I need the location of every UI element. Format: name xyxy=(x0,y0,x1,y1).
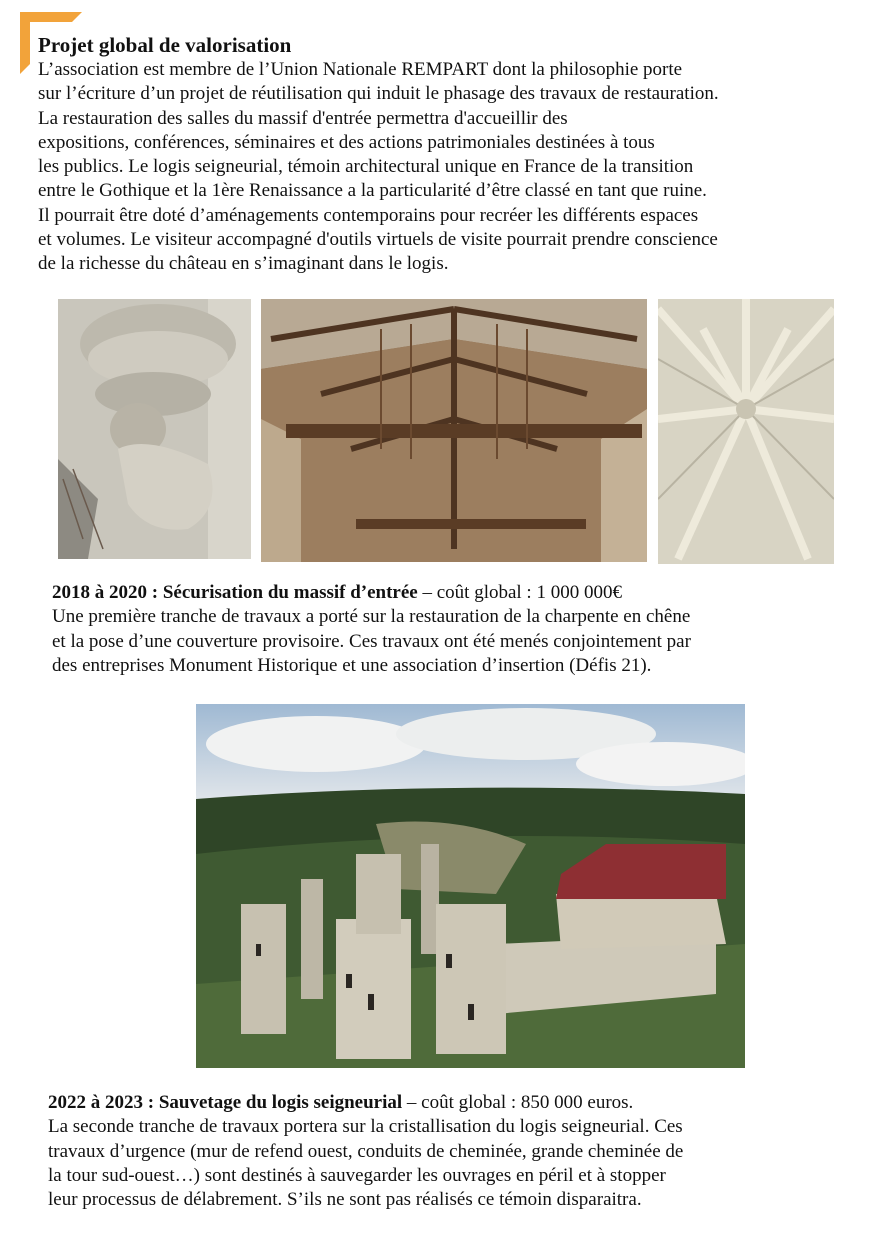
phase-one-heading: 2018 à 2020 : Sécurisation du massif d’entrée xyxy=(52,582,418,603)
phase-two-line: La seconde tranche de travaux portera sur la cristallisation du logis seigneurial. Ces xyxy=(48,1116,683,1138)
phase-two-cost: – coût global : 850 000 euros. xyxy=(402,1092,634,1113)
intro-line: et volumes. Le visiteur accompagné d'outils virtuels de visite pourrait prendre conscience xyxy=(38,229,718,251)
phase-one-line: et la pose d’une couverture provisoire. Ces travaux ont été menés conjointement par xyxy=(52,630,691,652)
phase-two-heading: 2022 à 2023 : Sauvetage du logis seigneurial xyxy=(48,1092,403,1113)
phase-one-heading-line xyxy=(52,581,691,605)
phase-two-line: travaux d’urgence (mur de refend ouest, conduits de cheminée, grande cheminée de xyxy=(48,1140,684,1162)
phase-two-line: leur processus de délabrement. S’ils ne sont pas réalisés ce témoin disparaitra. xyxy=(48,1189,642,1211)
ribbed-vault-photo xyxy=(658,299,834,564)
intro-line: La restauration des salles du massif d'entrée permettra d'accueillir des xyxy=(38,107,568,129)
page-title: Projet global de valorisation xyxy=(38,33,292,57)
intro-paragraph xyxy=(38,58,719,277)
phase-one-line: Une première tranche de travaux a porté sur la restauration de la charpente en chêne xyxy=(52,606,691,628)
roof-framework-photo xyxy=(261,299,647,562)
phase-two-heading-line xyxy=(48,1091,683,1115)
phase-one-section xyxy=(52,581,691,678)
intro-line: sur l’écriture d’un projet de réutilisation qui induit le phasage des travaux de restauration. xyxy=(38,83,719,105)
phase-one-cost: – coût global : 1 000 000€ xyxy=(417,582,622,603)
corbel-sculpture-photo xyxy=(58,299,251,559)
intro-line: de la richesse du château en s’imaginant dans le logis. xyxy=(38,253,449,275)
intro-line: entre le Gothique et la 1ère Renaissance a la particularité d’être classé en tant que ruine. xyxy=(38,180,707,202)
intro-line: Il pourrait être doté d’aménagements contemporains pour recréer les différents espaces xyxy=(38,204,699,226)
intro-line: les publics. Le logis seigneurial, témoin architectural unique en France de la transition xyxy=(38,156,694,178)
castle-aerial-photo xyxy=(196,704,745,1068)
phase-two-section xyxy=(48,1091,683,1212)
phase-two-line: la tour sud-ouest…) sont destinés à sauvegarder les ouvrages en péril et à stopper xyxy=(48,1164,666,1186)
intro-line: expositions, conférences, séminaires et des actions patrimoniales destinées à tous xyxy=(38,131,655,153)
phase-one-line: des entreprises Monument Historique et une association d’insertion (Défis 21). xyxy=(52,654,652,676)
intro-line: L’association est membre de l’Union Nationale REMPART dont la philosophie porte xyxy=(38,59,683,80)
